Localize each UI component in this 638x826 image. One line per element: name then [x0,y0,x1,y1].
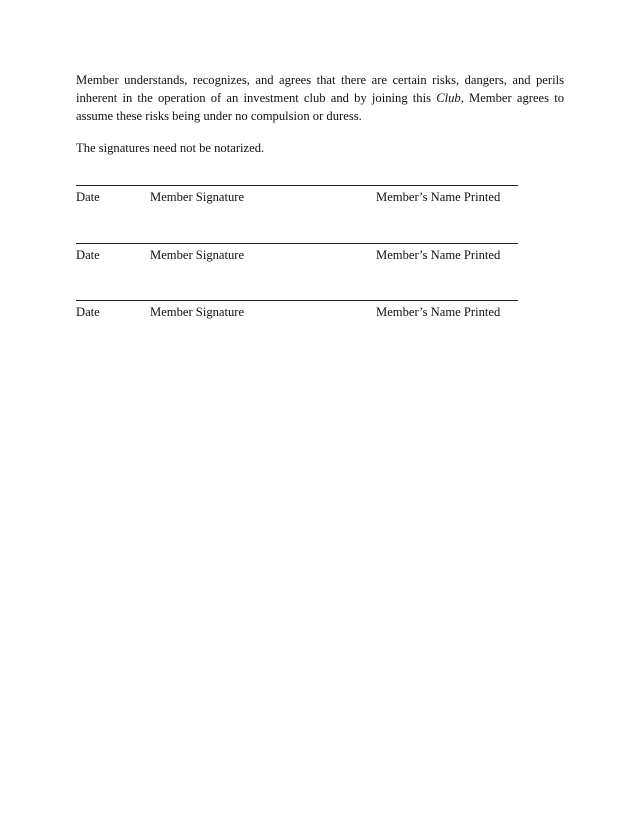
signature-block-3 [76,300,518,320]
member-name-printed-label: Member’s Name Printed [376,248,501,262]
signature-line[interactable] [76,300,518,301]
member-name-printed-label: Member’s Name Printed [376,190,501,204]
document-body [76,71,564,157]
member-signature-label: Member Signature [150,305,245,319]
signature-block-1 [76,185,518,205]
risk-acknowledgement-paragraph [76,71,564,125]
signature-labels [76,304,518,320]
date-label: Date [76,190,100,204]
signature-block-2 [76,243,518,263]
signature-line[interactable] [76,185,518,186]
member-signature-label: Member Signature [150,248,245,262]
signature-line[interactable] [76,243,518,244]
member-signature-label: Member Signature [150,190,245,204]
signature-labels [76,189,518,205]
paragraph-text-start: Member understands, recognizes, and agrees that there are certain risks, dangers, and perils inherent in the operation of an investment club and by joining this [76,73,564,105]
date-label: Date [76,305,100,319]
paragraph-text-end: , Member agrees to assume these risks being under no compulsion or duress. [76,91,565,123]
member-name-printed-label: Member’s Name Printed [376,305,501,319]
notarization-note: The signatures need not be notarized. [76,141,265,155]
club-term: Club [436,91,461,105]
date-label: Date [76,248,100,262]
signature-labels [76,247,518,263]
